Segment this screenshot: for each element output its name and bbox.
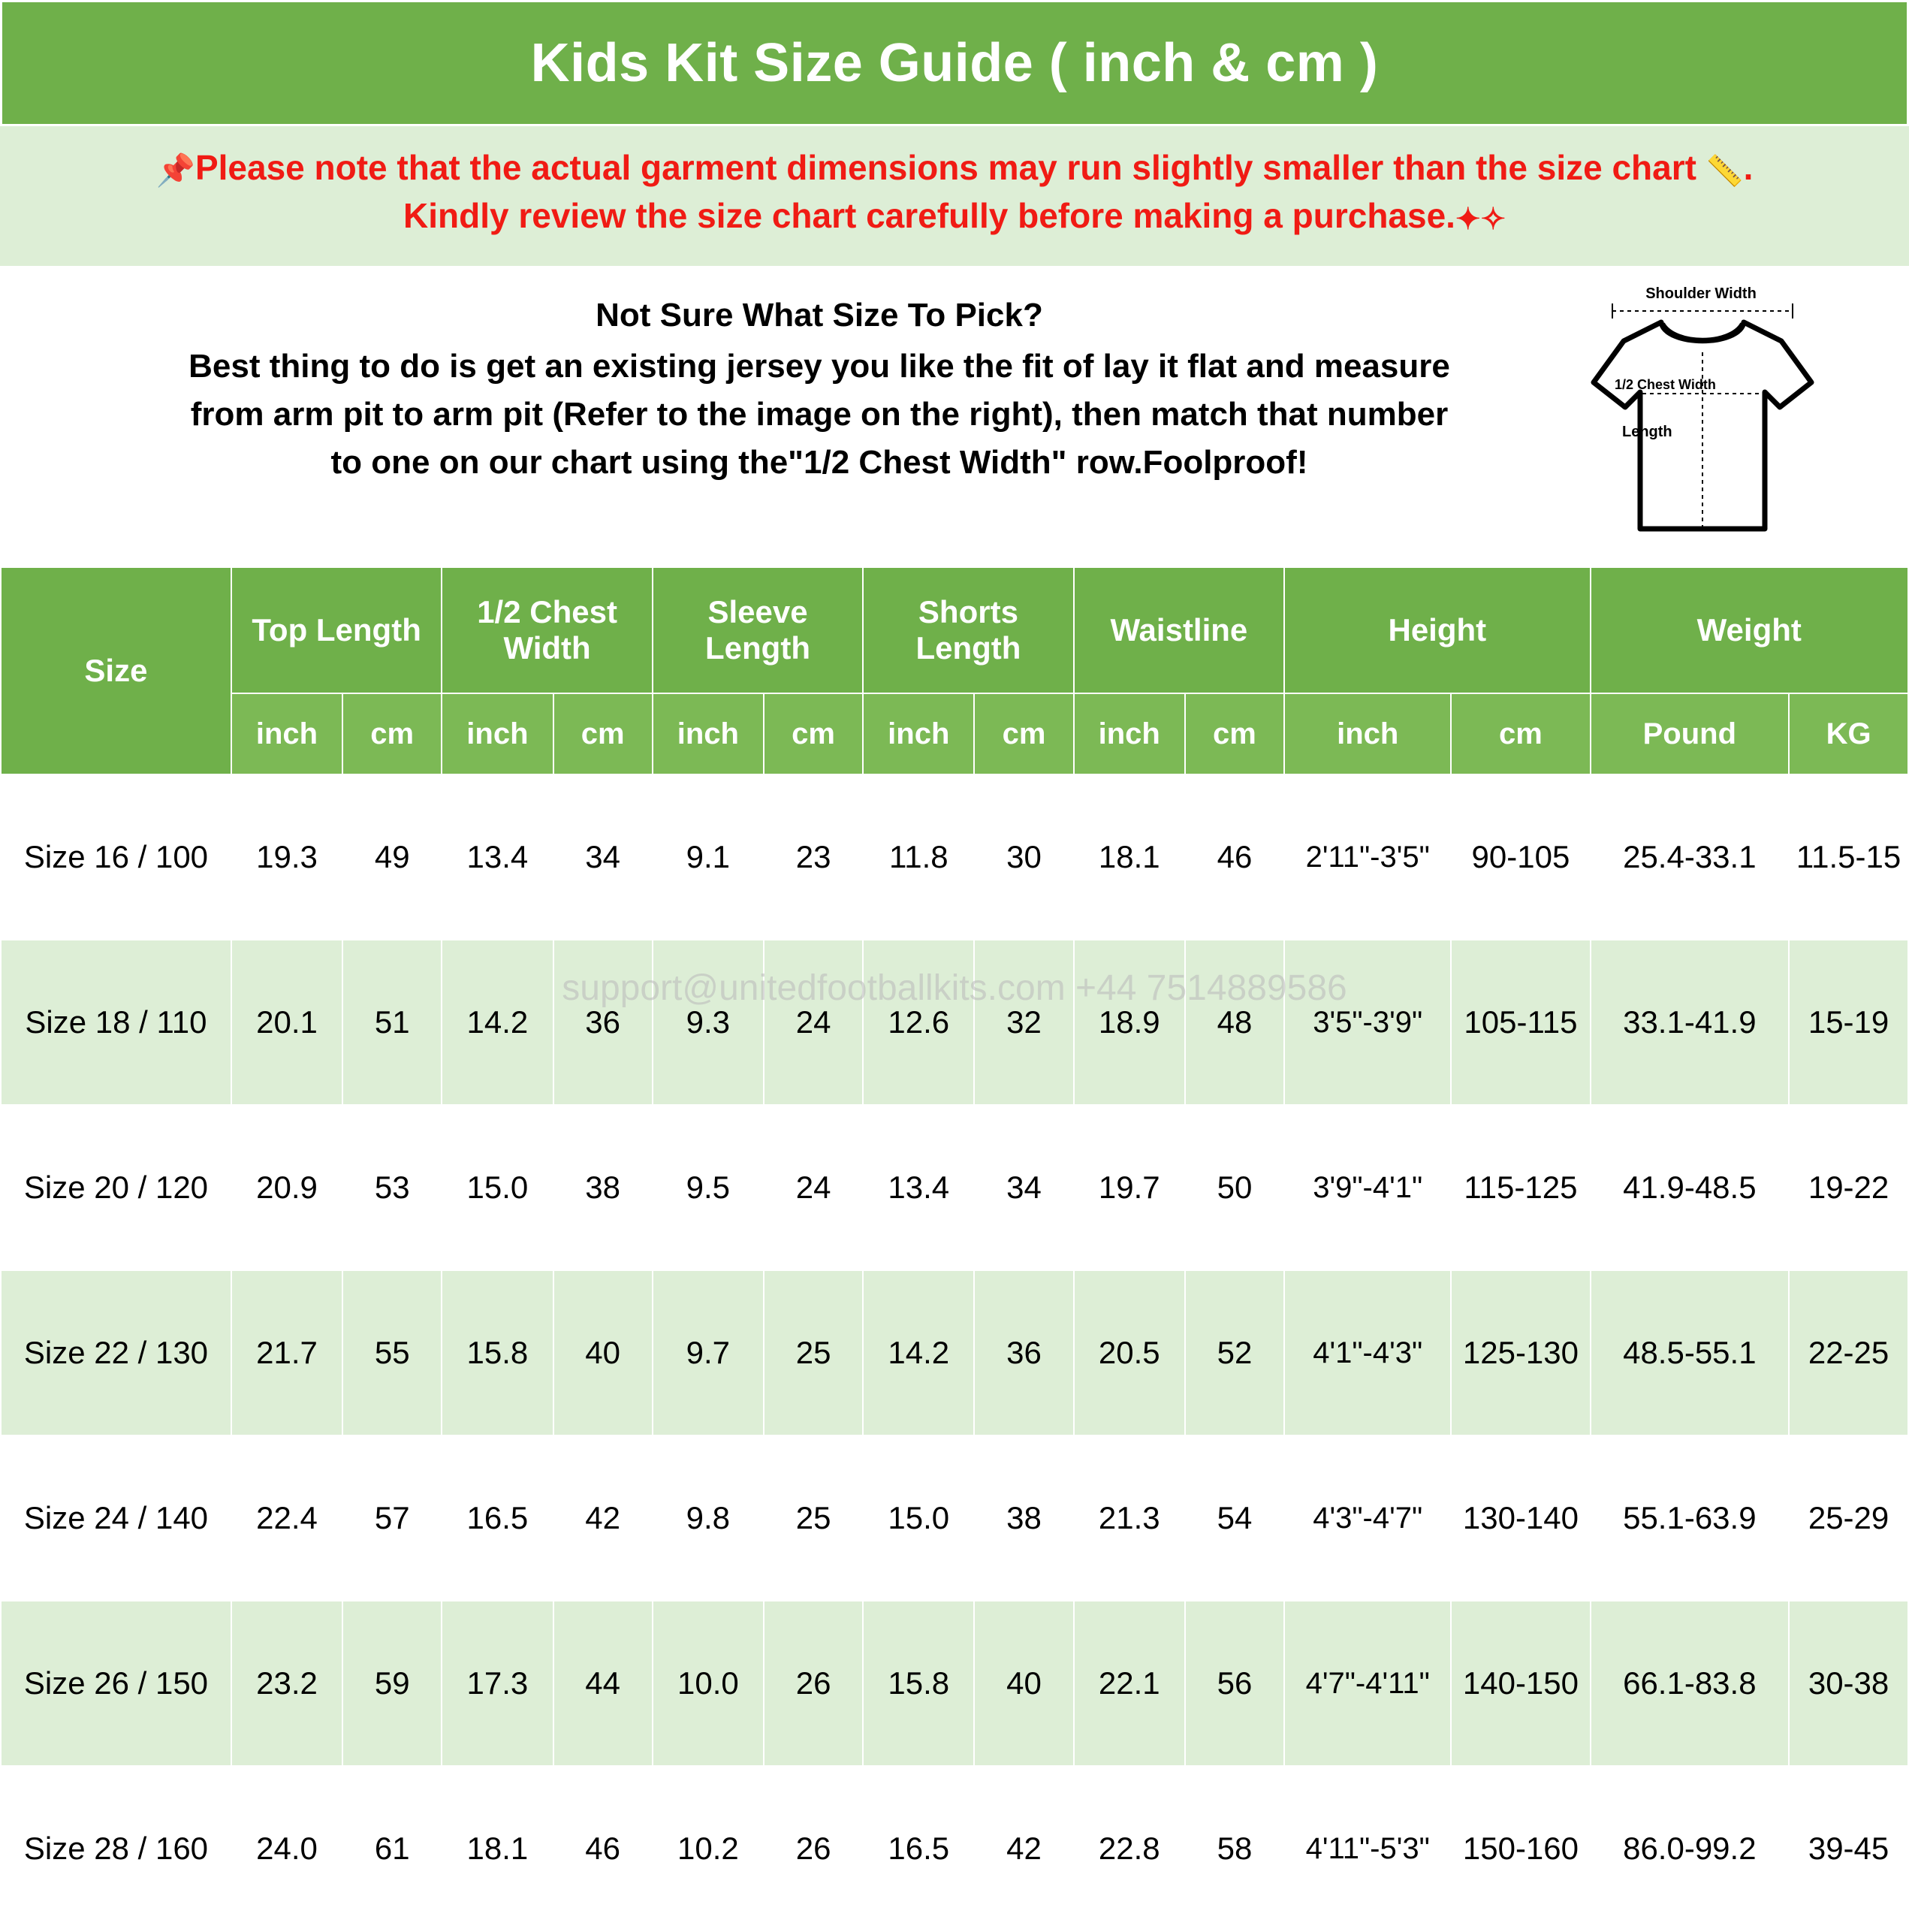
header-row-main xyxy=(1,567,1908,693)
cell-shorts-inch: 16.5 xyxy=(863,1766,974,1931)
subheader-shorts-cm: cm xyxy=(974,693,1073,774)
cell-height-cm: 115-125 xyxy=(1451,1105,1590,1270)
cell-top-length-cm: 51 xyxy=(342,940,442,1105)
cell-sleeve-inch: 9.1 xyxy=(653,774,764,940)
note-text-1-end: . xyxy=(1743,148,1754,187)
cell-weight-kg: 15-19 xyxy=(1789,940,1908,1105)
table-row xyxy=(1,1435,1908,1601)
help-line-2: from arm pit to arm pit (Refer to the image on the right), then match that number xyxy=(190,395,1449,433)
cell-shorts-cm: 30 xyxy=(974,774,1073,940)
cell-chest-inch: 18.1 xyxy=(442,1766,553,1931)
chest-width-label: 1/2 Chest Width xyxy=(1615,377,1716,393)
cell-chest-cm: 46 xyxy=(553,1766,653,1931)
note-line-1 xyxy=(15,144,1894,192)
cell-height-inch: 2'11"-3'5" xyxy=(1284,774,1451,940)
cell-waistline-cm: 48 xyxy=(1185,940,1284,1105)
cell-waistline-inch: 22.1 xyxy=(1074,1601,1185,1766)
cell-top-length-cm: 49 xyxy=(342,774,442,940)
cell-sleeve-inch: 9.5 xyxy=(653,1105,764,1270)
col-header-top-length: Top Length xyxy=(231,567,442,693)
cell-size: Size 28 / 160 xyxy=(1,1766,231,1931)
size-table xyxy=(0,566,1909,1932)
cell-sleeve-inch: 10.0 xyxy=(653,1601,764,1766)
cell-size: Size 22 / 130 xyxy=(1,1270,231,1435)
cell-shorts-inch: 11.8 xyxy=(863,774,974,940)
cell-top-length-inch: 23.2 xyxy=(231,1601,342,1766)
cell-shorts-inch: 13.4 xyxy=(863,1105,974,1270)
cell-chest-inch: 15.8 xyxy=(442,1270,553,1435)
col-header-half-chest-width: 1/2 Chest Width xyxy=(442,567,652,693)
col-header-size: Size xyxy=(1,567,231,774)
cell-waistline-cm: 56 xyxy=(1185,1601,1284,1766)
cell-height-cm: 150-160 xyxy=(1451,1766,1590,1931)
subheader-shorts-inch: inch xyxy=(863,693,974,774)
cell-weight-pound: 25.4-33.1 xyxy=(1591,774,1790,940)
cell-weight-kg: 39-45 xyxy=(1789,1766,1908,1931)
cell-weight-pound: 33.1-41.9 xyxy=(1591,940,1790,1105)
cell-weight-kg: 11.5-15 xyxy=(1789,774,1908,940)
cell-shorts-cm: 32 xyxy=(974,940,1073,1105)
cell-waistline-cm: 46 xyxy=(1185,774,1284,940)
cell-sleeve-cm: 25 xyxy=(764,1270,863,1435)
col-header-sleeve-length: Sleeve Length xyxy=(653,567,863,693)
cell-size: Size 16 / 100 xyxy=(1,774,231,940)
subheader-height-inch: inch xyxy=(1284,693,1451,774)
cell-height-cm: 105-115 xyxy=(1451,940,1590,1105)
cell-size: Size 20 / 120 xyxy=(1,1105,231,1270)
cell-top-length-inch: 22.4 xyxy=(231,1435,342,1601)
cell-chest-cm: 38 xyxy=(553,1105,653,1270)
col-header-waistline: Waistline xyxy=(1074,567,1284,693)
cell-top-length-cm: 53 xyxy=(342,1105,442,1270)
cell-height-inch: 4'11"-5'3" xyxy=(1284,1766,1451,1931)
cell-top-length-inch: 19.3 xyxy=(231,774,342,940)
cell-height-inch: 4'7"-4'11" xyxy=(1284,1601,1451,1766)
header-row-sub xyxy=(1,693,1908,774)
cell-chest-inch: 15.0 xyxy=(442,1105,553,1270)
size-table-head xyxy=(1,567,1908,774)
col-header-height: Height xyxy=(1284,567,1590,693)
cell-chest-cm: 44 xyxy=(553,1601,653,1766)
page-title-bar xyxy=(0,0,1909,126)
cell-weight-pound: 66.1-83.8 xyxy=(1591,1601,1790,1766)
cell-sleeve-cm: 24 xyxy=(764,1105,863,1270)
sparkle-icon: ✦✧ xyxy=(1455,203,1506,237)
cell-weight-kg: 19-22 xyxy=(1789,1105,1908,1270)
ruler-icon: 📏 xyxy=(1705,155,1744,188)
cell-weight-pound: 48.5-55.1 xyxy=(1591,1270,1790,1435)
cell-shorts-inch: 15.8 xyxy=(863,1601,974,1766)
cell-height-cm: 130-140 xyxy=(1451,1435,1590,1601)
subheader-chest-cm: cm xyxy=(553,693,653,774)
subheader-sleeve-cm: cm xyxy=(764,693,863,774)
cell-chest-inch: 16.5 xyxy=(442,1435,553,1601)
subheader-weight-pound: Pound xyxy=(1591,693,1790,774)
table-row xyxy=(1,940,1908,1105)
cell-height-inch: 4'3"-4'7" xyxy=(1284,1435,1451,1601)
cell-weight-kg: 25-29 xyxy=(1789,1435,1908,1601)
cell-top-length-cm: 61 xyxy=(342,1766,442,1931)
tshirt-icon xyxy=(1579,281,1826,559)
cell-shorts-cm: 40 xyxy=(974,1601,1073,1766)
cell-top-length-inch: 20.9 xyxy=(231,1105,342,1270)
subheader-top-length-cm: cm xyxy=(342,693,442,774)
subheader-waistline-inch: inch xyxy=(1074,693,1185,774)
help-line-1: Best thing to do is get an existing jersey you like the fit of lay it flat and measure xyxy=(188,348,1450,385)
cell-weight-pound: 86.0-99.2 xyxy=(1591,1766,1790,1931)
help-band xyxy=(0,266,1909,566)
cell-height-inch: 4'1"-4'3" xyxy=(1284,1270,1451,1435)
cell-sleeve-cm: 25 xyxy=(764,1435,863,1601)
page-title: Kids Kit Size Guide ( inch & cm ) xyxy=(530,33,1379,93)
cell-waistline-inch: 20.5 xyxy=(1074,1270,1185,1435)
note-text-2: Kindly review the size chart carefully before making a purchase. xyxy=(403,196,1455,236)
cell-waistline-cm: 54 xyxy=(1185,1435,1284,1601)
cell-sleeve-cm: 24 xyxy=(764,940,863,1105)
subheader-sleeve-inch: inch xyxy=(653,693,764,774)
cell-top-length-cm: 57 xyxy=(342,1435,442,1601)
cell-top-length-cm: 59 xyxy=(342,1601,442,1766)
cell-size: Size 24 / 140 xyxy=(1,1435,231,1601)
help-line-3: to one on our chart using the"1/2 Chest Width" row.Foolproof! xyxy=(330,443,1308,481)
cell-shorts-cm: 34 xyxy=(974,1105,1073,1270)
cell-waistline-cm: 52 xyxy=(1185,1270,1284,1435)
cell-waistline-cm: 58 xyxy=(1185,1766,1284,1931)
cell-weight-pound: 55.1-63.9 xyxy=(1591,1435,1790,1601)
pushpin-icon: 📌 xyxy=(155,152,195,188)
cell-top-length-inch: 20.1 xyxy=(231,940,342,1105)
cell-chest-inch: 13.4 xyxy=(442,774,553,940)
table-row xyxy=(1,1270,1908,1435)
subheader-waistline-cm: cm xyxy=(1185,693,1284,774)
cell-height-cm: 125-130 xyxy=(1451,1270,1590,1435)
cell-top-length-inch: 24.0 xyxy=(231,1766,342,1931)
cell-waistline-inch: 18.9 xyxy=(1074,940,1185,1105)
table-row xyxy=(1,1601,1908,1766)
cell-chest-inch: 14.2 xyxy=(442,940,553,1105)
subheader-height-cm: cm xyxy=(1451,693,1590,774)
cell-height-cm: 90-105 xyxy=(1451,774,1590,940)
cell-chest-inch: 17.3 xyxy=(442,1601,553,1766)
cell-weight-kg: 30-38 xyxy=(1789,1601,1908,1766)
cell-shorts-cm: 42 xyxy=(974,1766,1073,1931)
cell-size: Size 18 / 110 xyxy=(1,940,231,1105)
cell-height-inch: 3'5"-3'9" xyxy=(1284,940,1451,1105)
cell-shorts-cm: 36 xyxy=(974,1270,1073,1435)
cell-weight-pound: 41.9-48.5 xyxy=(1591,1105,1790,1270)
subheader-chest-inch: inch xyxy=(442,693,553,774)
col-header-shorts-length: Shorts Length xyxy=(863,567,1073,693)
size-table-wrap xyxy=(0,566,1909,1932)
cell-sleeve-inch: 9.8 xyxy=(653,1435,764,1601)
cell-sleeve-cm: 26 xyxy=(764,1766,863,1931)
note-text-1: Please note that the actual garment dimensions may run slightly smaller than the size chart xyxy=(195,148,1696,187)
note-line-2 xyxy=(15,192,1894,240)
cell-shorts-cm: 38 xyxy=(974,1435,1073,1601)
shoulder-width-label: Shoulder Width xyxy=(1645,285,1757,303)
cell-chest-cm: 42 xyxy=(553,1435,653,1601)
cell-sleeve-inch: 9.7 xyxy=(653,1270,764,1435)
size-table-body xyxy=(1,774,1908,1931)
cell-shorts-inch: 14.2 xyxy=(863,1270,974,1435)
cell-top-length-inch: 21.7 xyxy=(231,1270,342,1435)
cell-waistline-inch: 22.8 xyxy=(1074,1766,1185,1931)
cell-height-cm: 140-150 xyxy=(1451,1601,1590,1766)
cell-sleeve-cm: 26 xyxy=(764,1601,863,1766)
cell-top-length-cm: 55 xyxy=(342,1270,442,1435)
cell-waistline-cm: 50 xyxy=(1185,1105,1284,1270)
cell-height-inch: 3'9"-4'1" xyxy=(1284,1105,1451,1270)
cell-waistline-inch: 21.3 xyxy=(1074,1435,1185,1601)
help-lead: Not Sure What Size To Pick? xyxy=(596,297,1043,334)
cell-chest-cm: 34 xyxy=(553,774,653,940)
cell-shorts-inch: 15.0 xyxy=(863,1435,974,1601)
cell-sleeve-inch: 10.2 xyxy=(653,1766,764,1931)
subheader-weight-kg: KG xyxy=(1789,693,1908,774)
col-header-weight: Weight xyxy=(1591,567,1908,693)
cell-chest-cm: 36 xyxy=(553,940,653,1105)
cell-shorts-inch: 12.6 xyxy=(863,940,974,1105)
cell-waistline-inch: 18.1 xyxy=(1074,774,1185,940)
table-row xyxy=(1,1105,1908,1270)
table-row xyxy=(1,774,1908,940)
subheader-top-length-inch: inch xyxy=(231,693,342,774)
tshirt-measurement-diagram xyxy=(1579,281,1826,559)
note-band xyxy=(0,126,1909,266)
cell-chest-cm: 40 xyxy=(553,1270,653,1435)
cell-size: Size 26 / 150 xyxy=(1,1601,231,1766)
cell-weight-kg: 22-25 xyxy=(1789,1270,1908,1435)
contact-watermark: support@unitedfootballkits.com +44 7514889586 xyxy=(562,968,1347,1008)
cell-sleeve-cm: 23 xyxy=(764,774,863,940)
cell-sleeve-inch: 9.3 xyxy=(653,940,764,1105)
table-row xyxy=(1,1766,1908,1931)
cell-waistline-inch: 19.7 xyxy=(1074,1105,1185,1270)
length-label: Length xyxy=(1622,424,1672,441)
